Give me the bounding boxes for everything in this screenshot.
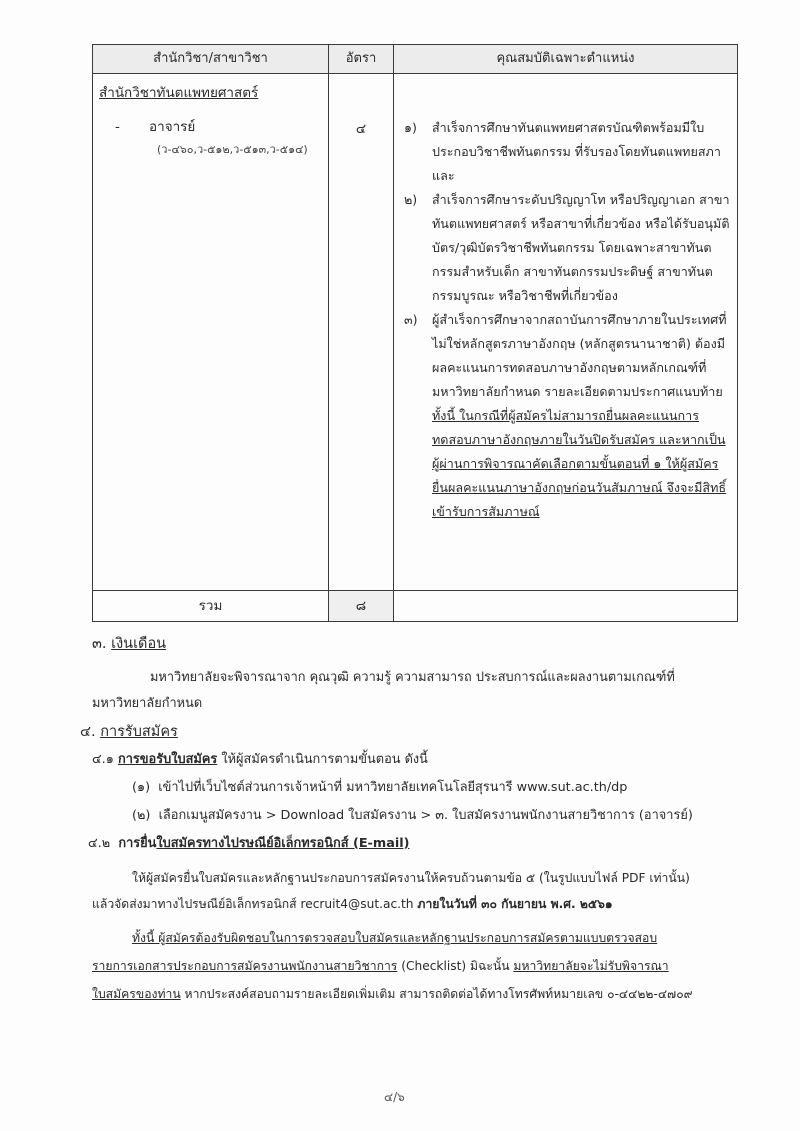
page-number: ๔/๖: [384, 1090, 405, 1104]
qualification-item: [404, 308, 731, 524]
section4-2-line: [88, 834, 409, 854]
section4-1-number: ๔.๑: [92, 752, 114, 767]
table-row: [93, 74, 738, 591]
unit-name: สำนักวิชาทันตแพทยศาสตร์: [99, 85, 259, 101]
your-application-text: ใบสมัครของท่าน: [92, 987, 181, 1001]
section3-body-cont: มหาวิทยาลัยกำหนด: [92, 696, 203, 711]
step-item: [132, 806, 693, 826]
section4-2-title-plain: การยื่น: [118, 836, 157, 851]
header-qualifications: คุณสมบัติเฉพาะตำแหน่ง: [394, 45, 738, 74]
qualification-text: [432, 308, 731, 524]
qualification-number: ๓): [404, 312, 418, 327]
checklist-text: รายการเอกสารประกอบการสมัครงานพนักงานสายวิชาการ: [92, 959, 398, 973]
qualification-item: [404, 116, 731, 188]
email-instruction: แล้วจัดส่งมาทางไปรษณีย์อิเล็กทรอนิกส์ recruit4@sut.ac.th: [92, 897, 418, 911]
section3-number: ๓.: [92, 636, 107, 652]
deadline-text: ภายในวันที่ ๓๐ กันยายน พ.ศ. ๒๕๖๑: [417, 897, 613, 911]
step-number: (๒): [132, 808, 151, 823]
section4-2-para2-line2: [92, 956, 669, 976]
step-number: (๑): [132, 780, 151, 795]
section4-2-para2-line1: ทั้งนี้ ผู้สมัครต้องรับผิดชอบในการตรวจสอบใบสมัครและหลักฐานประกอบการสมัครตามแบบตรวจสอบ: [132, 931, 658, 945]
section4-1-line: [92, 750, 428, 770]
section4-2-number: ๔.๒: [88, 836, 111, 851]
section4-2-title-underlined: ใบสมัครทางไปรษณีย์อิเล็กทรอนิกส์ (E-mail): [156, 836, 410, 851]
total-row: [93, 591, 738, 622]
position-line: [99, 116, 322, 138]
qualification-number: ๒): [404, 192, 418, 207]
checklist-plain: (Checklist) มิฉะนั้น: [397, 959, 514, 973]
total-rate: ๘: [329, 591, 394, 622]
position-codes: (ว-๔๖๐,ว-๕๑๒,ว-๕๑๓,ว-๕๑๔): [157, 143, 308, 156]
position-title: อาจารย์: [149, 119, 196, 135]
not-considered-text: มหาวิทยาลัยจะไม่รับพิจารณา: [513, 959, 669, 973]
qualifications-cell: [394, 74, 738, 591]
section3-title: เงินเดือน: [111, 636, 167, 652]
section4-1-text: ให้ผู้สมัครดำเนินการตามขั้นตอน ดังนี้: [217, 752, 428, 767]
section3-body: มหาวิทยาลัยจะพิจารณาจาก คุณวุฒิ ความรู้ ความสามารถ ประสบการณ์และผลงานตามเกณฑ์ที่: [150, 670, 675, 685]
section4-2-para1-line1: ให้ผู้สมัครยื่นใบสมัครและหลักฐานประกอบการสมัครงานให้ครบถ้วนตามข้อ ๕ (ในรูปแบบไฟล์ PDF เท่านั้น): [132, 871, 690, 885]
qualification-text-underlined: ทั้งนี้ ในกรณีที่ผู้สมัครไม่สามารถยื่นผลคะแนนการทดสอบภาษาอังกฤษภายในวันปิดรับสมัคร และหากเป็นผู้ผ่านการพิจารณาคัดเลือกตามขั้นตอนที่ ๑ ให้ผู้สมัครยื่นผลคะแนนภาษาอังกฤษก่อนวันสัมภาษณ์ จึงจะมีสิทธิ์เข้ารับการสัมภาษณ์: [432, 408, 727, 519]
qualification-item: [404, 188, 731, 308]
header-rate: อัตรา: [329, 45, 394, 74]
header-unit: สำนักวิชา/สาขาวิชา: [93, 45, 329, 74]
section4-title: การรับสมัคร: [100, 724, 178, 740]
total-label: รวม: [93, 591, 329, 622]
table-header-row: [93, 45, 738, 74]
qualification-number: ๑): [404, 120, 417, 135]
step-text: เลือกเมนูสมัครงาน > Download ใบสมัครงาน > ๓. ใบสมัครงานพนักงานสายวิชาการ (อาจารย์): [158, 808, 693, 823]
step-item: [132, 778, 627, 798]
qualification-text-plain: ผู้สำเร็จการศึกษาจากสถาบันการศึกษาภายในประเทศที่ไม่ใช่หลักสูตรภาษาอังกฤษ (หลักสูตรนานาชาติ) ต้องมีผลคะแนนการทดสอบภาษาอังกฤษตามหลักเกณฑ์ที่มหาวิทยาลัยกำหนด รายละเอียดตามประกาศแนบท้าย: [432, 312, 727, 399]
section4-heading: [80, 722, 178, 742]
qualification-text: สำเร็จการศึกษาทันตแพทยศาสตรบัณฑิตพร้อมมีใบประกอบวิชาชีพทันตกรรม ที่รับรองโดยทันตแพทยสภา และ: [432, 120, 721, 183]
qualification-text: สำเร็จการศึกษาระดับปริญญาโท หรือปริญญาเอก สาขาทันตแพทยศาสตร์ หรือสาขาที่เกี่ยวข้อง หรือได้รับอนุมัติบัตร/วุฒิบัตรวิชาชีพทันตกรรม โดยเฉพาะสาขาทันตกรรมสำหรับเด็ก สาขาทันตกรรมประดิษฐ์ สาขาทันตกรรมบูรณะ หรือวิชาชีพที่เกี่ยวข้อง: [432, 192, 730, 303]
unit-cell: [93, 74, 329, 591]
step-text: เข้าไปที่เว็บไซต์ส่วนการเจ้าหน้าที่ มหาวิทยาลัยเทคโนโลยีสุรนารี www.sut.ac.th/dp: [158, 780, 628, 795]
bullet-dash: -: [115, 119, 120, 135]
section4-2-para2-line3: [92, 984, 693, 1004]
section4-number: ๔.: [80, 724, 96, 740]
total-empty-cell: [394, 591, 738, 622]
rate-cell: ๔: [329, 74, 394, 591]
section4-2-para1-line2: [92, 894, 613, 914]
section3-heading: [92, 634, 166, 654]
contact-text: หากประสงค์สอบถามรายละเอียดเพิ่มเติม สามารถติดต่อได้ทางโทรศัพท์หมายเลข ๐-๔๔๒๒-๔๗๐๙: [180, 987, 693, 1001]
section4-1-title: การขอรับใบสมัคร: [117, 752, 218, 767]
qualifications-table: [92, 44, 738, 622]
